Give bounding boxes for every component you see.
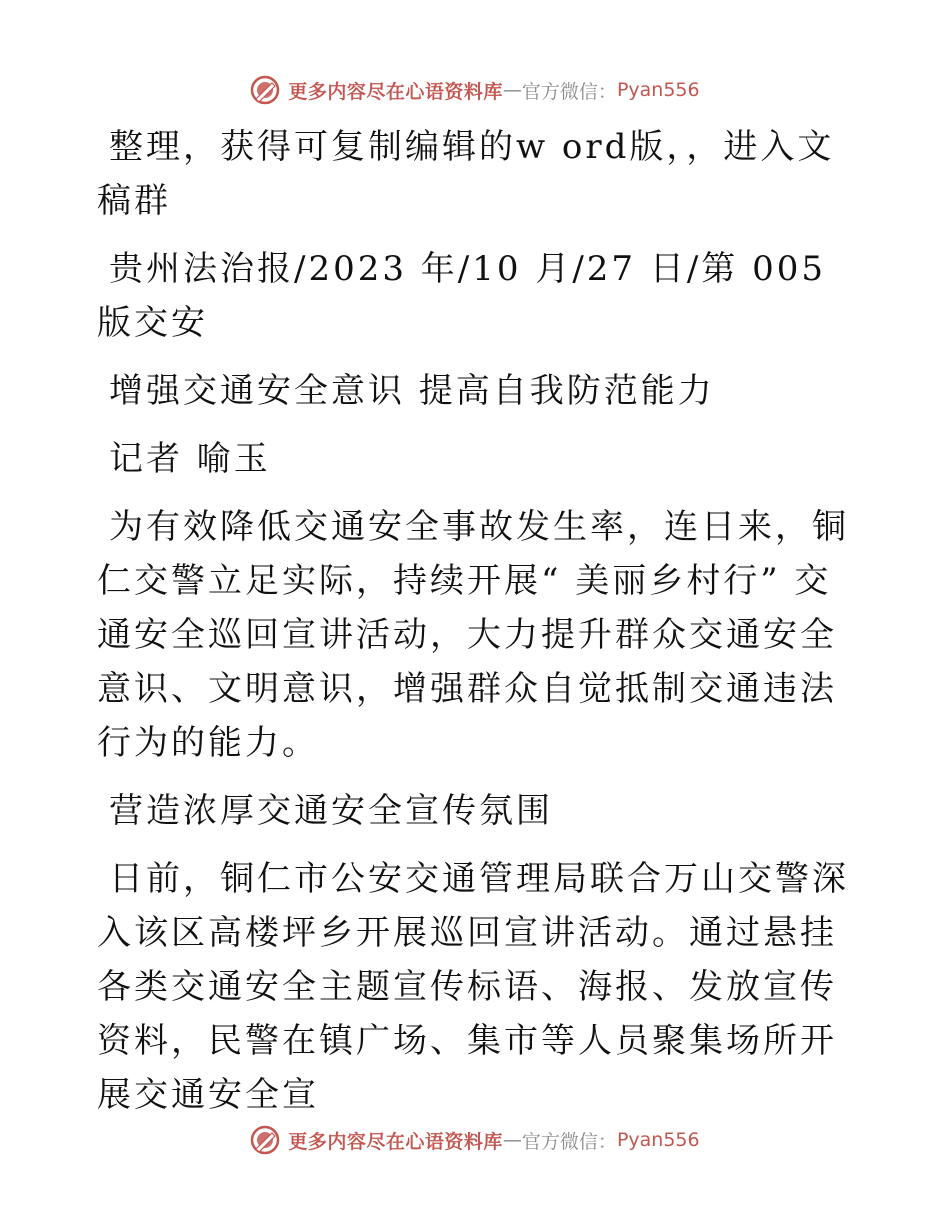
section-heading: 营造浓厚交通安全宣传氛围 bbox=[109, 791, 553, 831]
watermark-header bbox=[0, 70, 950, 110]
watermark-dash: — bbox=[502, 79, 522, 101]
watermark-wechat-id: Pyan556 bbox=[616, 1129, 700, 1151]
watermark-dash: — bbox=[502, 1129, 522, 1151]
watermark-main-text: 更多内容尽在心语资料库 bbox=[288, 1130, 503, 1153]
watermark-official-label: 官方微信： bbox=[521, 1130, 617, 1153]
pen-logo-icon bbox=[250, 75, 280, 105]
article-title: 增强交通安全意识 提高自我防范能力 bbox=[109, 371, 715, 411]
watermark-main-text: 更多内容尽在心语资料库 bbox=[288, 80, 503, 103]
paragraph-source: 贵州法治报/2023 年/10 月/27 日/第 005 版交安 bbox=[97, 249, 827, 343]
watermark-footer bbox=[0, 1120, 950, 1160]
watermark-text bbox=[288, 77, 699, 104]
paragraph-body: 日前，铜仁市公安交通管理局联合万山交警深入该区高楼坪乡开展巡回宣讲活动。通过悬挂各类交通安全主题宣传标语、海报、发放宣传资料，民警在镇广场、集市等人员聚集场所开展交通安全宣 bbox=[97, 859, 849, 1115]
paragraph-intro: 整理，获得可复制编辑的w ord版，，进入文稿群 bbox=[97, 127, 835, 221]
document-body bbox=[97, 120, 857, 1136]
paragraph-lead: 为有效降低交通安全事故发生率，连日来，铜仁交警立足实际，持续开展“ 美丽乡村行” 交通安全巡回宣讲活动，大力提升群众交通安全意识、文明意识，增强群众自觉抵制交通违法行为的能力。 bbox=[97, 507, 849, 763]
pen-logo-icon bbox=[250, 1125, 280, 1155]
watermark-text bbox=[288, 1127, 699, 1154]
article-byline: 记者 喻玉 bbox=[109, 439, 271, 479]
watermark-official-label: 官方微信： bbox=[521, 80, 617, 103]
watermark-wechat-id: Pyan556 bbox=[616, 79, 700, 101]
